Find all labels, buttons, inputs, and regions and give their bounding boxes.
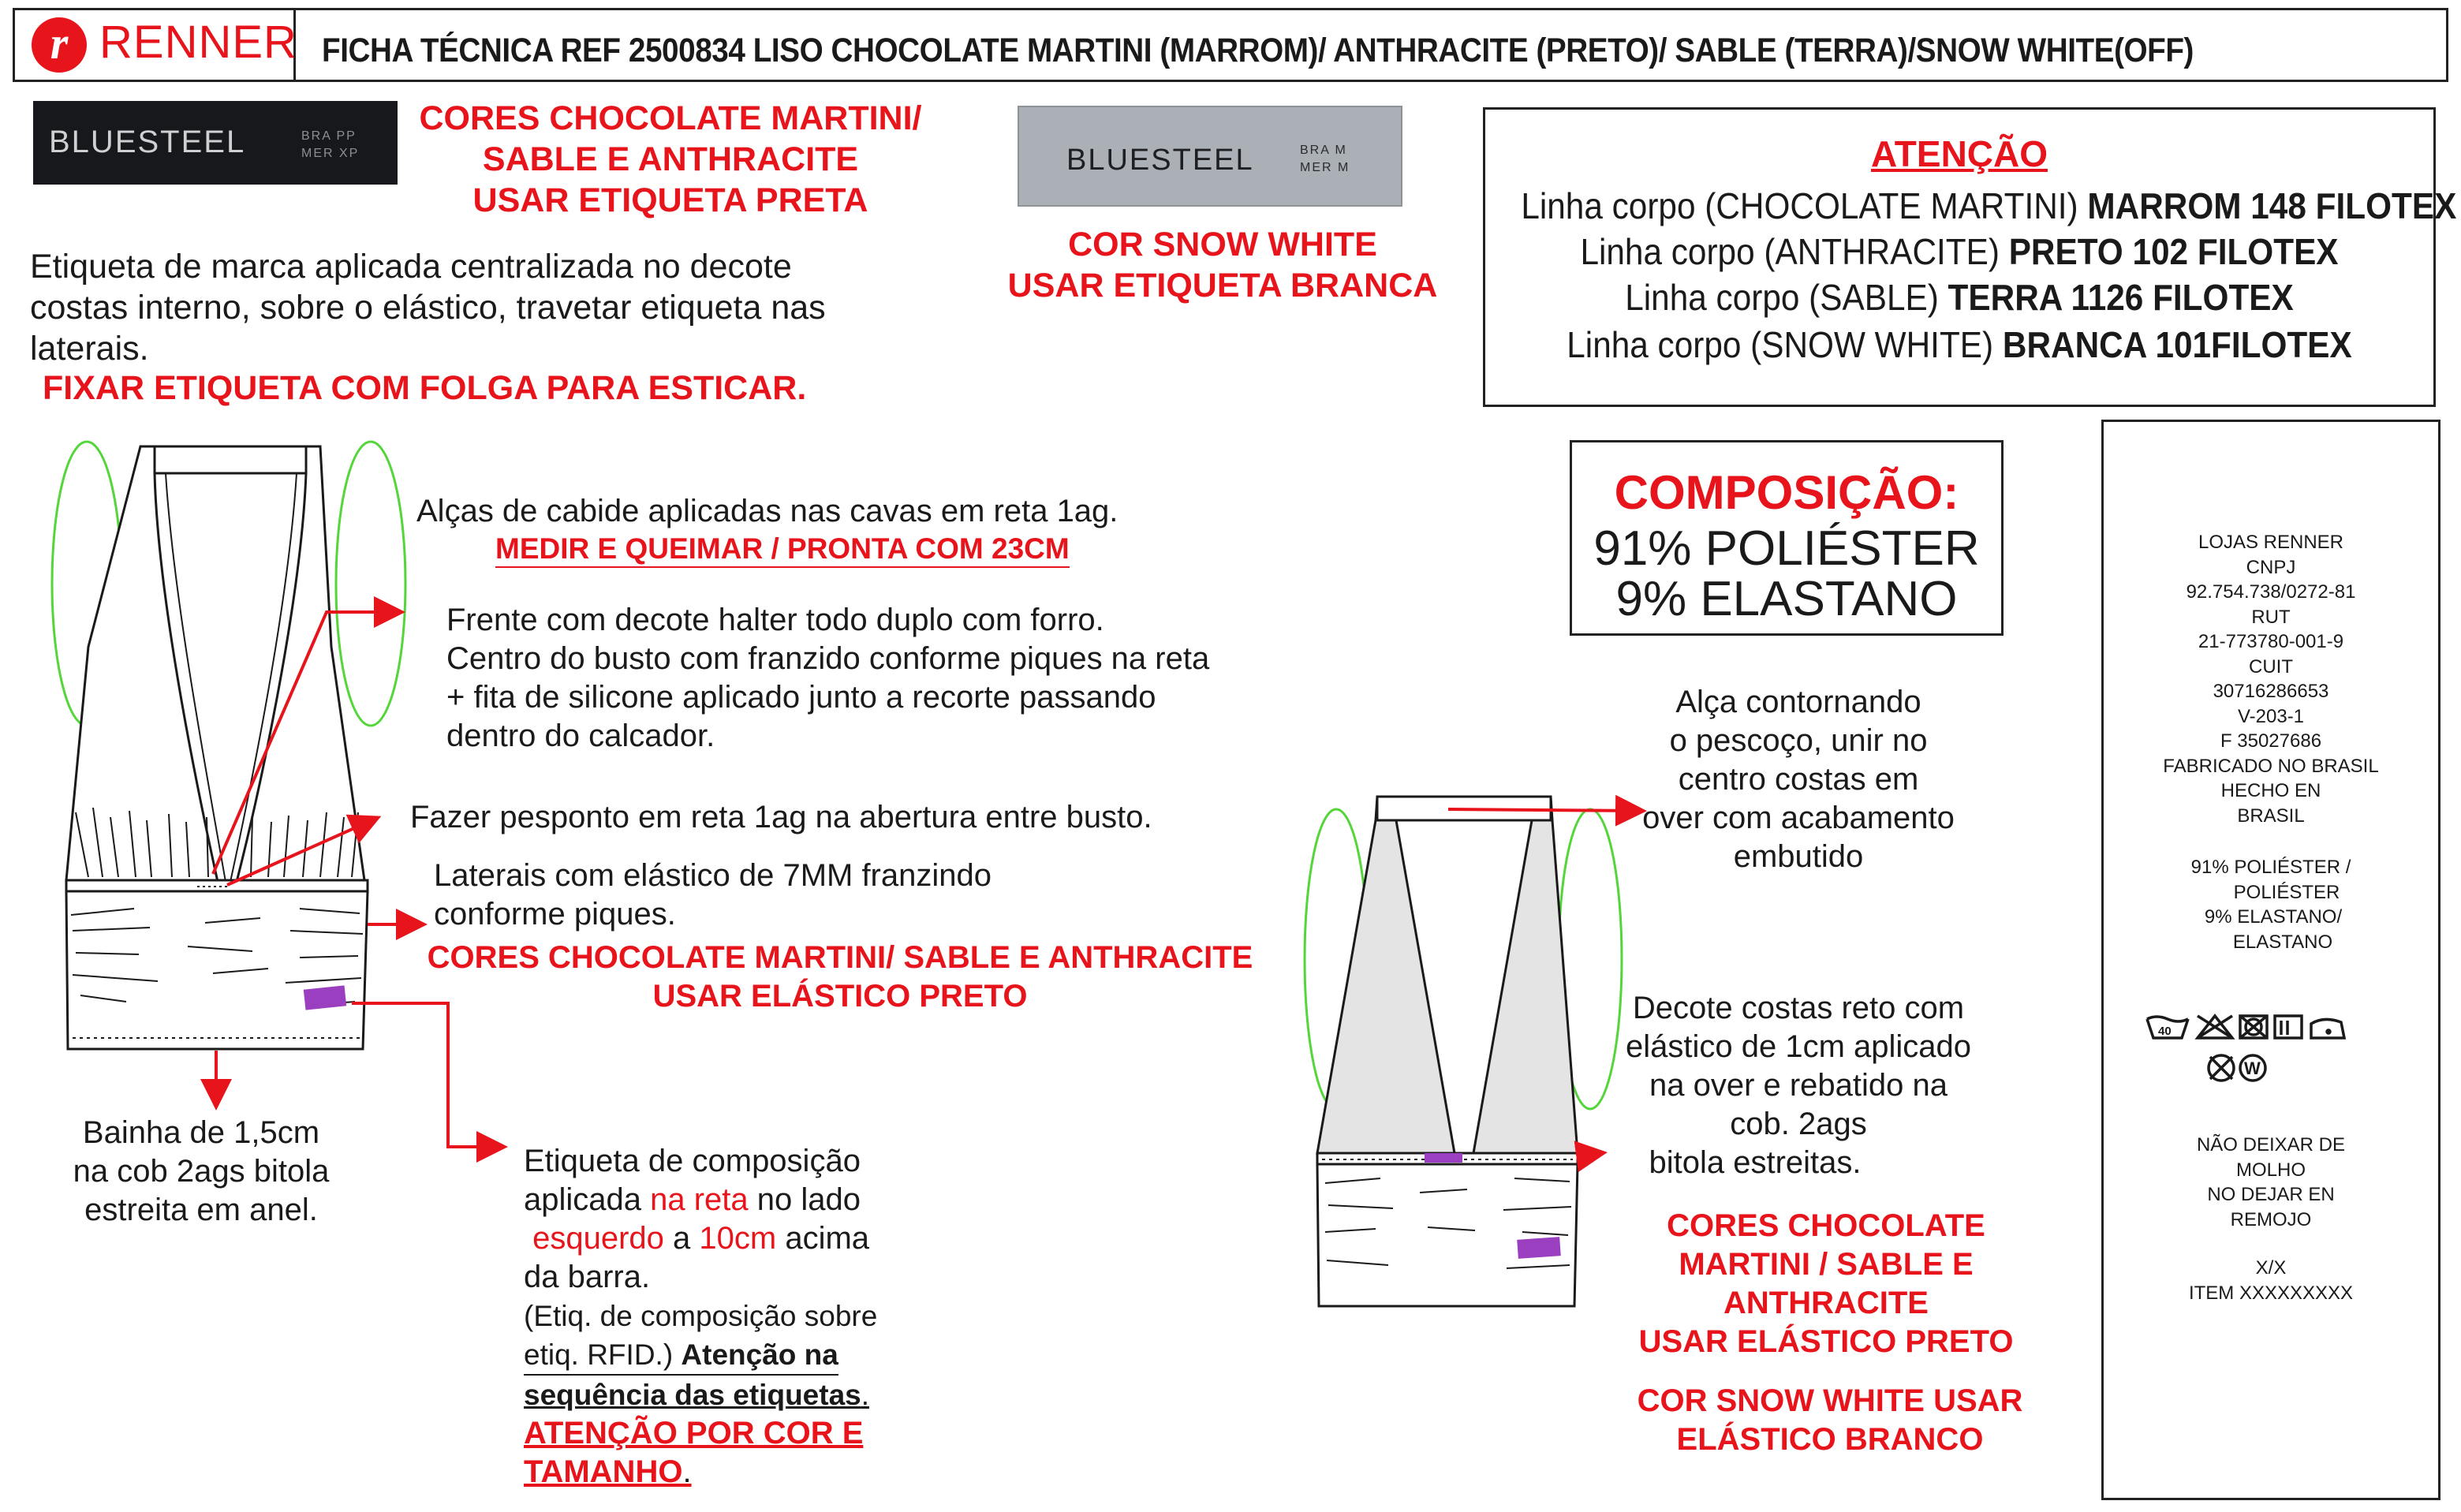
care-label-line: MOLHO [2235,1159,2306,1181]
care-label-soak-warning [2101,1133,2440,1232]
hem-note [32,1114,371,1230]
comp-label-line: aplicada na reta no lado [524,1182,861,1217]
care-label-line: FABRICADO NO BRASIL [2163,755,2379,777]
front-skirt [66,891,368,1049]
iron-low-icon [2311,1019,2344,1038]
front-neckline-line: Frente com decote halter todo duplo com forro. [446,603,1104,637]
comp-label-line: etiq. RFID.) Atenção na [524,1335,838,1376]
care-label-size: X/X [2255,1257,2287,1279]
brand-label-note-line: Etiqueta de marca aplicada centralizada no decote [30,248,792,286]
back-brand-label [1425,1153,1462,1163]
composition-label-note [524,1142,997,1491]
white-label-size-mer: MER M [1300,161,1350,174]
comp-label-line: (Etiq. de composição sobre [524,1300,878,1332]
care-label-line: NÃO DEIXAR DE [2196,1134,2346,1155]
back-colors-line: MARTINI / SABLE E [1679,1247,1974,1282]
care-label-line: POLIÉSTER [2233,881,2340,903]
care-label-line: RUT [2251,606,2291,628]
comp-label-line: Etiqueta de composição [524,1144,861,1178]
care-label-line: V-203-1 [2237,705,2305,727]
care-label-line: CNPJ [2246,556,2296,578]
back-skirt [1317,1164,1578,1306]
front-neckline-note [446,601,1209,756]
no-tumble-dry-icon [2240,1016,2267,1038]
care-label-line: F 35027686 [2220,730,2322,752]
back-garment-sketch [1305,797,1622,1306]
care-label-line: ELASTANO [2232,931,2333,953]
care-label-line: NO DEJAR EN [2207,1184,2335,1205]
svg-text:W: W [2244,1058,2261,1078]
care-label-line: HECHO EN [2220,780,2321,801]
back-colors-line: CORES CHOCOLATE [1667,1208,1985,1243]
neck-strap-note [1609,683,1988,876]
front-neckline-line: + fita de silicone aplicado junto a recorte passando [446,680,1156,715]
neck-strap-line: Alça contornando [1675,685,1921,719]
hanger-strap-note: Alças de cabide aplicadas nas cavas em reta 1ag. [416,494,1118,528]
black-label-instruction-line: SABLE E ANTHRACITE [482,140,859,178]
back-colors-line: COR SNOW WHITE USAR [1637,1383,2023,1418]
front-right-hanger-strap [336,442,405,726]
care-label-line: 30716286653 [2213,681,2329,702]
attention-title: ATENÇÃO [1870,133,2048,174]
renner-logo-icon: r [32,17,87,73]
sides-colors-line: USAR ELÁSTICO PRETO [652,979,1028,1014]
care-label-line: CUIT [2249,655,2293,678]
neck-strap-line: over com acabamento [1642,801,1955,835]
care-label-composition [2101,855,2440,954]
neck-strap-line: o pescoço, unir no [1669,723,1928,758]
back-colors-line: ELÁSTICO BRANCO [1676,1422,1984,1457]
no-dry-clean-icon [2209,1055,2234,1081]
care-label-company [2101,530,2440,828]
brand-name: RENNER [99,17,297,68]
black-label-instruction-line: USAR ETIQUETA PRETA [472,181,868,219]
care-label-line: BRASIL [2237,805,2305,827]
front-garment-sketch [52,442,405,1049]
care-label-line: REMOJO [2230,1208,2312,1230]
comp-label-warning: ATENÇÃO POR COR E [524,1416,864,1450]
composition-title: COMPOSIÇÃO: [1614,466,1959,519]
attention-line: Linha corpo (CHOCOLATE MARTINI) MARROM 148 FILOTEX [1521,185,2457,226]
front-composition-label [304,985,346,1010]
comp-label-line: sequência das etiquetas. [524,1379,870,1411]
sides-colors-note [371,939,1309,1016]
neck-strap-line: centro costas em [1678,762,1919,797]
no-bleach-icon [2198,1016,2232,1038]
sides-note-line: conforme piques. [434,897,676,931]
white-label-instruction-line: COR SNOW WHITE [1068,226,1377,263]
care-symbols [2142,1011,2387,1087]
brand-label-note-line: laterais. [30,330,149,368]
care-label-line: 92.754.738/0272-81 [2186,581,2356,603]
line-dry-icon [2275,1016,2302,1038]
back-neckline-line: elástico de 1cm aplicado [1625,1029,1972,1064]
hanger-strap-measure: MEDIR E QUEIMAR / PRONTA COM 23CM [495,532,1070,568]
hem-note-line: na cob 2ags bitola [73,1154,330,1189]
front-waistband [66,880,368,891]
sides-colors-line: CORES CHOCOLATE MARTINI/ SABLE E ANTHRACITE [427,940,1253,975]
white-label-instruction-line: USAR ETIQUETA BRANCA [1007,267,1438,304]
back-colors-black-note [1593,1207,2059,1361]
back-colors-line: USAR ELÁSTICO PRETO [1638,1324,2014,1359]
attention-line: Linha corpo (SNOW WHITE) BRANCA 101FILOTEX [1567,324,2352,365]
back-neckline-note [1593,989,2004,1182]
sides-note [434,857,991,934]
hem-note-line: Bainha de 1,5cm [82,1115,320,1150]
back-neckline-line: bitola estreitas. [1649,1145,1862,1180]
front-neckline-line: Centro do busto com franzido conforme piques na reta [446,641,1210,676]
comp-label-line: esquerdo a 10cm acima [532,1221,870,1256]
attention-line: Linha corpo (ANTHRACITE) PRETO 102 FILOTEX [1580,231,2339,272]
comp-label-warning: TAMANHO. [524,1454,692,1489]
hem-note-line: estreita em anel. [84,1193,318,1227]
svg-text:40: 40 [2158,1025,2172,1038]
white-label-size-bra: BRA M [1300,144,1347,157]
front-bodice [66,446,364,880]
black-label-size-mer: MER XP [301,147,360,160]
back-colors-white-note [1593,1382,2067,1459]
care-label-line: 21-773780-001-9 [2198,631,2344,652]
wash-40-icon [2147,1017,2188,1038]
comp-label-line: da barra. [524,1260,651,1294]
attention-line: Linha corpo (SABLE) TERRA 1126 FILOTEX [1625,277,2294,318]
care-label-line: LOJAS RENNER [2198,532,2344,553]
care-label-item: ITEM XXXXXXXXX [2188,1282,2354,1304]
composition-line: 91% POLIÉSTER [1593,521,1980,576]
document-title: FICHA TÉCNICA REF 2500834 LISO CHOCOLATE MARTINI (MARROM)/ ANTHRACITE (PRETO)/ SABLE (TERRA)/SNOW WHITE(OFF) [322,32,2194,69]
sides-note-line: Laterais com elástico de 7MM franzindo [434,858,991,893]
neck-strap-line: embutido [1733,839,1864,874]
back-neckline-line: cob. 2ags [1730,1107,1867,1141]
back-composition-label [1517,1237,1561,1259]
care-label-line: 91% POLIÉSTER / [2190,857,2351,878]
black-label-size-bra: BRA PP [301,129,357,143]
white-label-brand: BLUESTEEL [1066,144,1254,177]
care-label-line: 9% ELASTANO/ [2204,906,2343,928]
front-neckline-line: dentro do calcador. [446,719,715,753]
brand-label-warning: FIXAR ETIQUETA COM FOLGA PARA ESTICAR. [43,369,807,407]
back-neckline-line: Decote costas reto com [1632,991,1965,1025]
arrow-comp-label [352,1003,502,1147]
black-label-instruction-line: CORES CHOCOLATE MARTINI/ [419,99,922,137]
wet-clean-icon [2240,1055,2265,1081]
black-label-brand: BLUESTEEL [49,125,246,159]
brand-label-note-line: costas interno, sobre o elástico, travetar etiqueta nas [30,289,826,327]
back-neckline-line: na over e rebatido na [1649,1068,1948,1103]
composition-line: 9% ELASTANO [1615,572,1958,626]
topstitch-note: Fazer pesponto em reta 1ag na abertura entre busto. [410,800,1152,834]
back-colors-line: ANTHRACITE [1723,1286,1929,1320]
